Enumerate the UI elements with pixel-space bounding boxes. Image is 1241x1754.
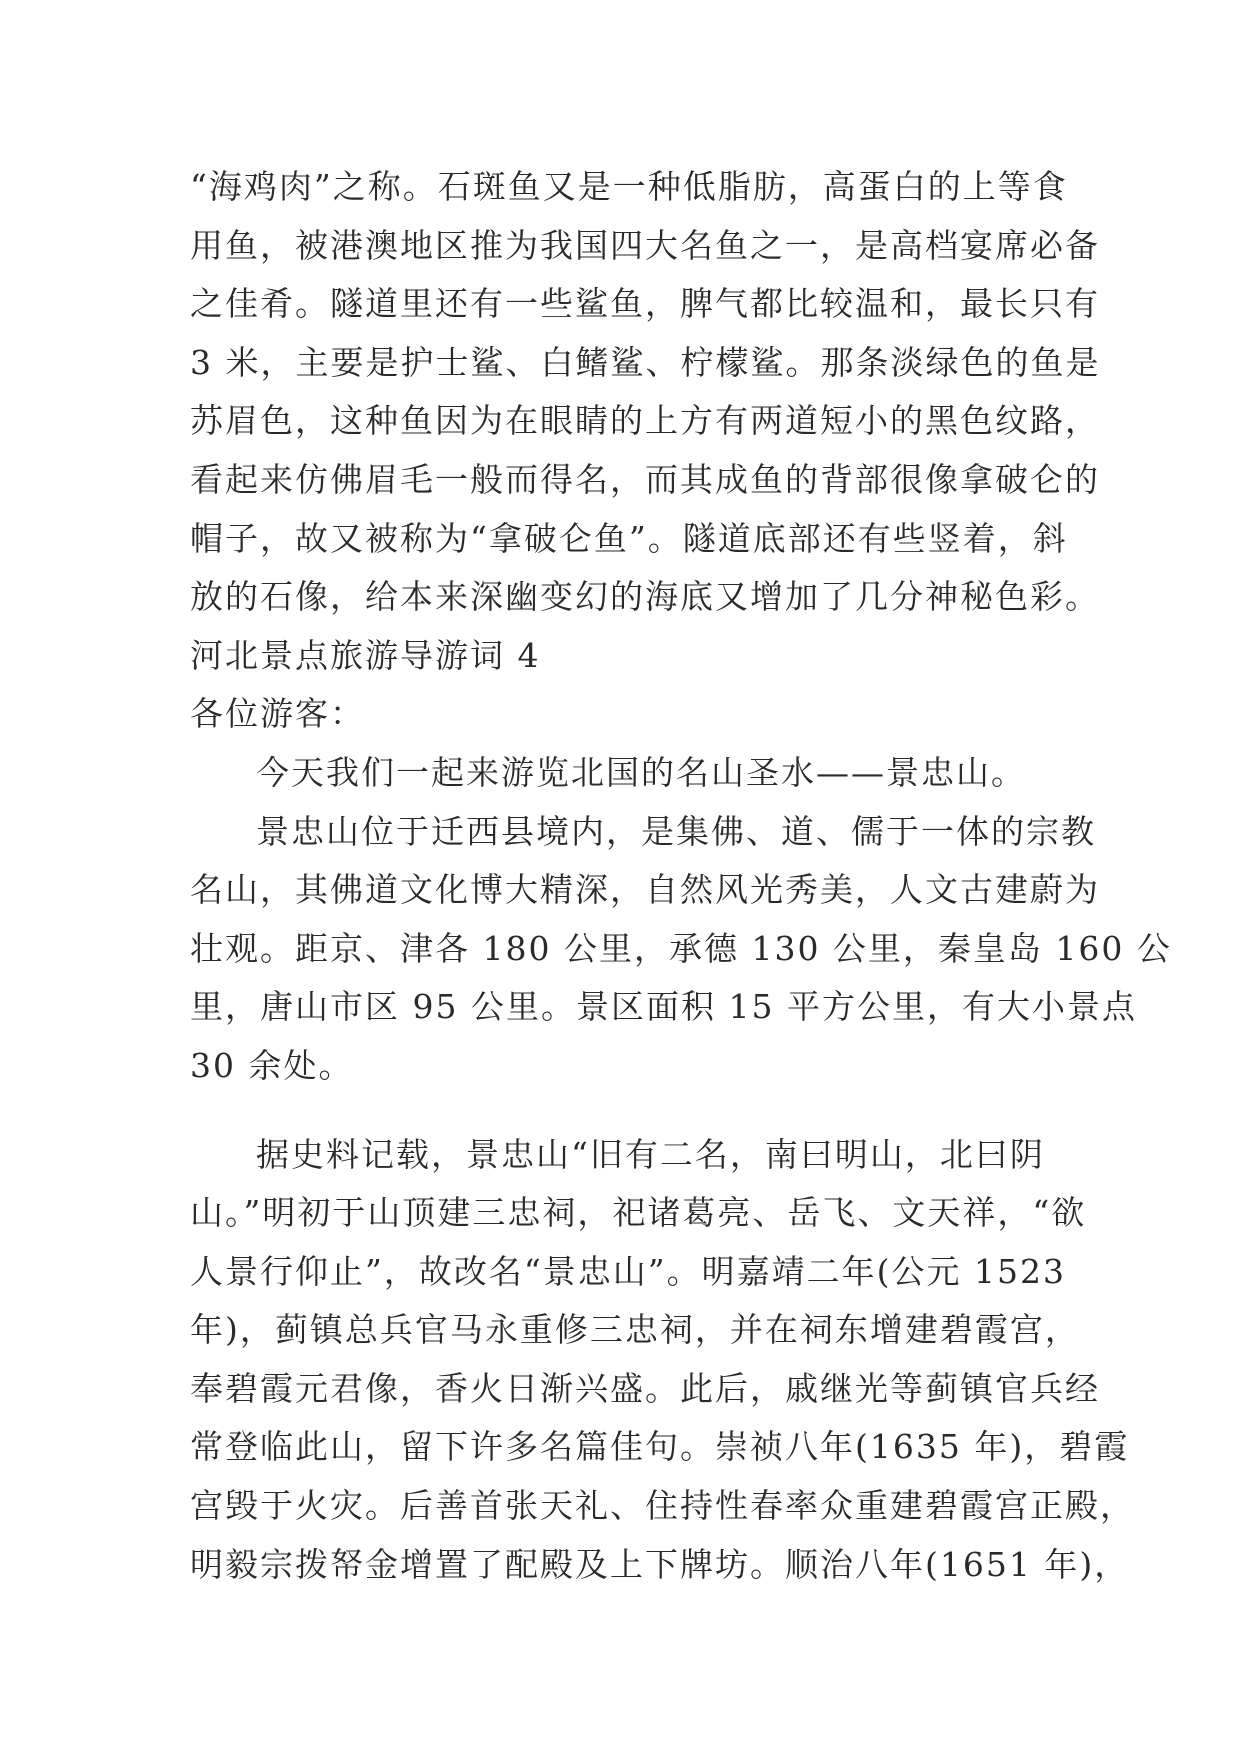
- text-line: 里，唐山市区 95 公里。景区面积 15 平方公里，有大小景点: [190, 987, 1137, 1027]
- text-line: 山。”明初于山顶建三忠祠，祀诸葛亮、岳飞、文天祥，“欲: [190, 1193, 1087, 1233]
- text-line: 奉碧霞元君像，香火日渐兴盛。此后，戚继光等蓟镇官兵经: [190, 1368, 1100, 1408]
- text-line: “海鸡肉”之称。石斑鱼又是一种低脂肪，高蛋白的上等食: [190, 167, 1068, 206]
- text-line: 人景行仰止”，故改名“景忠山”。明嘉靖二年(公元 1523: [190, 1251, 1066, 1291]
- text-line: 放的石像，给本来深幽变幻的海底又增加了几分神秘色彩。: [190, 577, 1100, 617]
- paragraph-gap: [190, 1096, 1070, 1126]
- text-line: 宫毁于火灾。后善首张天礼、住持性春率众重建碧霞宫正殿，: [190, 1486, 1135, 1526]
- text-line: 常登临此山，留下许多名篇佳句。崇祯八年(1635 年)，碧霞: [190, 1427, 1130, 1467]
- text-line: 名山，其佛道文化博大精深，自然风光秀美，人文古建蔚为: [190, 870, 1100, 910]
- text-line: 3 米，主要是护士鲨、白鳍鲨、柠檬鲨。那条淡绿色的鱼是: [190, 342, 1101, 382]
- text-line: 30 余处。: [190, 1045, 354, 1085]
- text-line: 年)，蓟镇总兵官马永重修三忠祠，并在祠东增建碧霞宫，: [190, 1310, 1080, 1350]
- text-line: 苏眉色，这种鱼因为在眼睛的上方有两道短小的黑色纹路，: [190, 401, 1100, 441]
- text-line: 景忠山位于迁西县境内，是集佛、道、儒于一体的宗教: [256, 811, 1096, 851]
- text-line: 之佳肴。隧道里还有一些鲨鱼，脾气都比较温和，最长只有: [190, 284, 1100, 324]
- greeting: 各位游客：: [190, 694, 365, 734]
- text-line: 用鱼，被港澳地区推为我国四大名鱼之一，是高档宴席必备: [190, 225, 1100, 265]
- text-line: 壮观。距京、津各 180 公里，承德 130 公里，秦皇岛 160 公: [190, 928, 1172, 968]
- intro-paragraph: 今天我们一起来游览北国的名山圣水——景忠山。: [256, 752, 1026, 792]
- text-line: 看起来仿佛眉毛一般而得名，而其成鱼的背部很像拿破仑的: [190, 459, 1100, 499]
- document-body: [190, 158, 1172, 1594]
- text-line: 明毅宗拨帑金增置了配殿及上下牌坊。顺治八年(1651 年)，: [190, 1544, 1130, 1584]
- text-line: 帽子，故又被称为“拿破仑鱼”。隧道底部还有些竖着，斜: [190, 518, 1068, 558]
- text-line: 据史料记载，景忠山“旧有二名，南曰明山，北曰阴: [256, 1134, 1045, 1174]
- section-title: 河北景点旅游导游词 4: [190, 635, 541, 675]
